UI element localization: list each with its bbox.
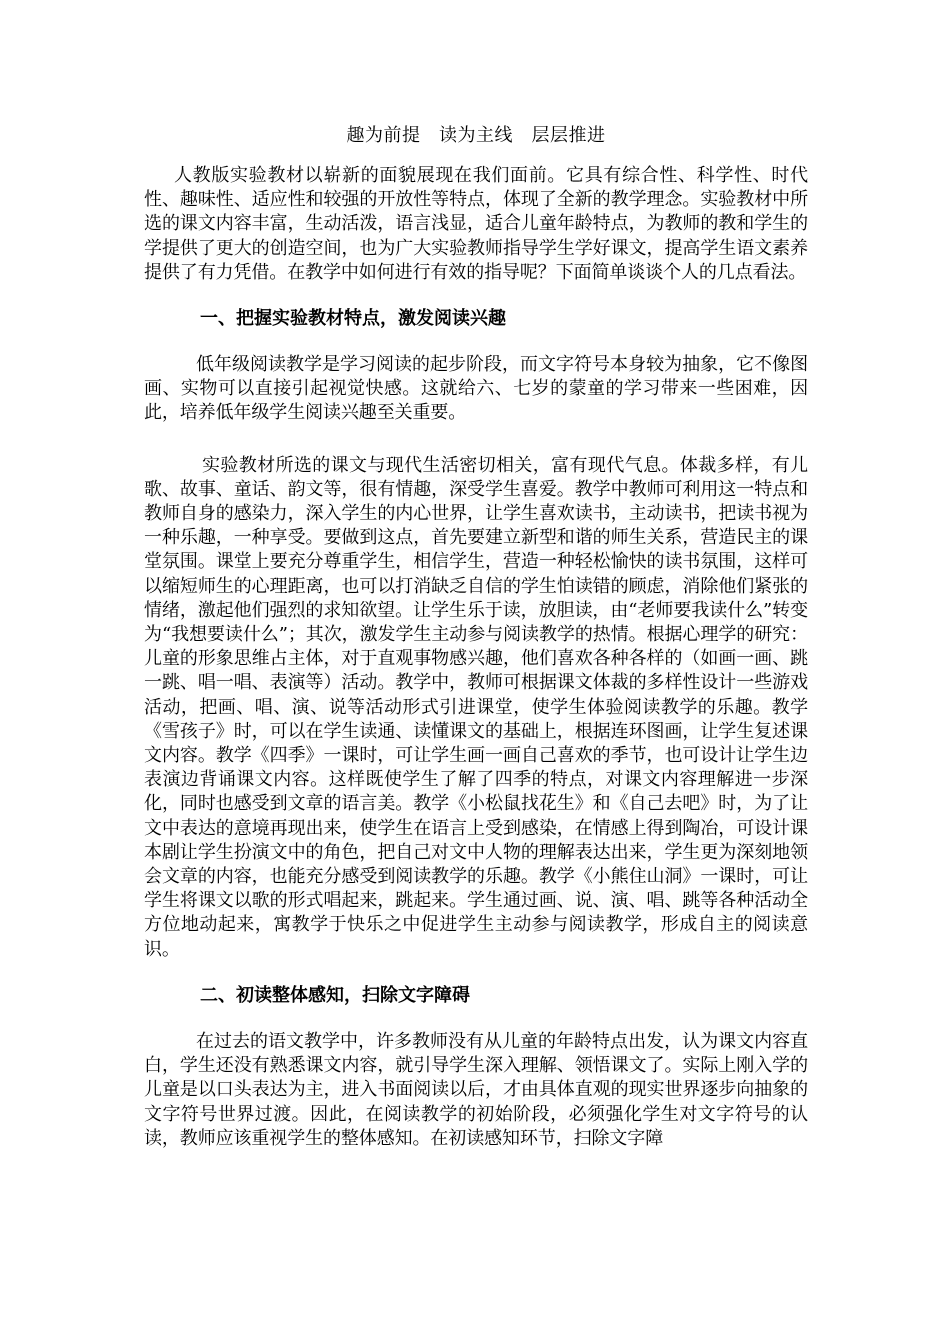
document-body xyxy=(144,122,808,1151)
spacer xyxy=(144,426,808,454)
section-2-paragraph-1: 在过去的语文教学中，许多教师没有从儿童的年龄特点出发，认为课文内容直白，学生还没有熟悉课文内容，就引导学生深入理解、领悟课文了。实际上刚入学的儿童是以口头表达为主，进入书面阅读以后，才由具体直观的现实世界逐步向抽象的文字符号世界过渡。因此，在阅读教学的初始阶段，必须强化学生对文字符号的认读，教师应该重视学生的整体感知。在初读感知环节，扫除文字障 xyxy=(144,1030,808,1149)
section-2-heading: 二、初读整体感知，扫除文字障碍 xyxy=(200,984,470,1006)
intro-paragraph: 人教版实验教材以崭新的面貌展现在我们面前。它具有综合性、科学性、时代性、趣味性、适应性和较强的开放性等特点，体现了全新的教学理念。实验教材中所选的课文内容丰富，生动活泼，语言浅显，适合儿童年龄特点，为教师的教和学生的学提供了更大的创造空间，也为广大实验教师指导学生学好课文，提高学生语文素养提供了有力凭借。在教学中如何进行有效的指导呢？下面简单谈谈个人的几点看法。 xyxy=(144,165,808,283)
section-1-paragraph-2: 实验教材所选的课文与现代生活密切相关，富有现代气息。体裁多样，有儿歌、故事、童话、韵文等，很有情趣，深受学生喜爱。教学中教师可利用这一特点和教师自身的感染力，深入学生的内心世界，让学生喜欢读书，主动读书，把读书视为一种乐趣，一种享受。要做到这点，首先要建立新型和谐的师生关系，营造民主的课堂氛围。课堂上要充分尊重学生，相信学生，营造一种轻松愉快的读书氛围，这样可以缩短师生的心理距离，也可以打消缺乏自信的学生怕读错的顾虑，消除他们紧张的情绪，激起他们强烈的求知欲望。让学生乐于读，放胆读，由“老师要我读什么”转变为“我想要读什么”；其次，激发学生主动参与阅读教学的热情。根据心理学的研究：儿童的形象思维占主体，对于直观事物感兴趣，他们喜欢各种各样的（如画一画、跳一跳、唱一唱、表演等）活动。教学中，教师可根据课文体裁的多样性设计一些游戏活动，把画、唱、演、说等活动形式引进课堂，使学生体验阅读教学的乐趣。教学《雪孩子》时，可以在学生读通、读懂课文的基础上，根据连环图画，让学生复述课文内容。教学《四季》一课时，可让学生画一画自己喜欢的季节，也可设计让学生边表演边背诵课文内容。这样既使学生了解了四季的特点，对课文内容理解进一步深化，同时也感受到文章的语言美。教学《小松鼠找花生》和《自己去吧》时，为了让文中表达的意境再现出来，使学生在语言上受到感染，在情感上得到陶冶，可设计课本剧让学生扮演文中的角色，把自己对文中人物的理解表达出来，学生更为深刻地领会文章的内容，也能充分感受到阅读教学的乐趣。教学《小熊住山洞》一课时，可让学生将课文以歌的形式唱起来，跳起来。学生通过画、说、演、唱、跳等各种活动全方位地动起来，寓教学于快乐之中促进学生主动参与阅读教学，形成自主的阅读意识。 xyxy=(144,454,808,960)
spacer xyxy=(144,331,808,353)
section-1-heading: 一、把握实验教材特点，激发阅读兴趣 xyxy=(200,308,506,330)
page-title: 趣为前提 读为主线 层层推进 xyxy=(346,125,606,146)
spacer xyxy=(144,962,808,984)
spacer xyxy=(144,285,808,307)
section-1-paragraph-1: 低年级阅读教学是学习阅读的起步阶段，而文字符号本身较为抽象，它不像图画、实物可以直接引起视觉快感。这就给六、七岁的蒙童的学习带来一些困难，因此，培养低年级学生阅读兴趣至关重要。 xyxy=(144,354,808,424)
spacer xyxy=(144,1008,808,1030)
